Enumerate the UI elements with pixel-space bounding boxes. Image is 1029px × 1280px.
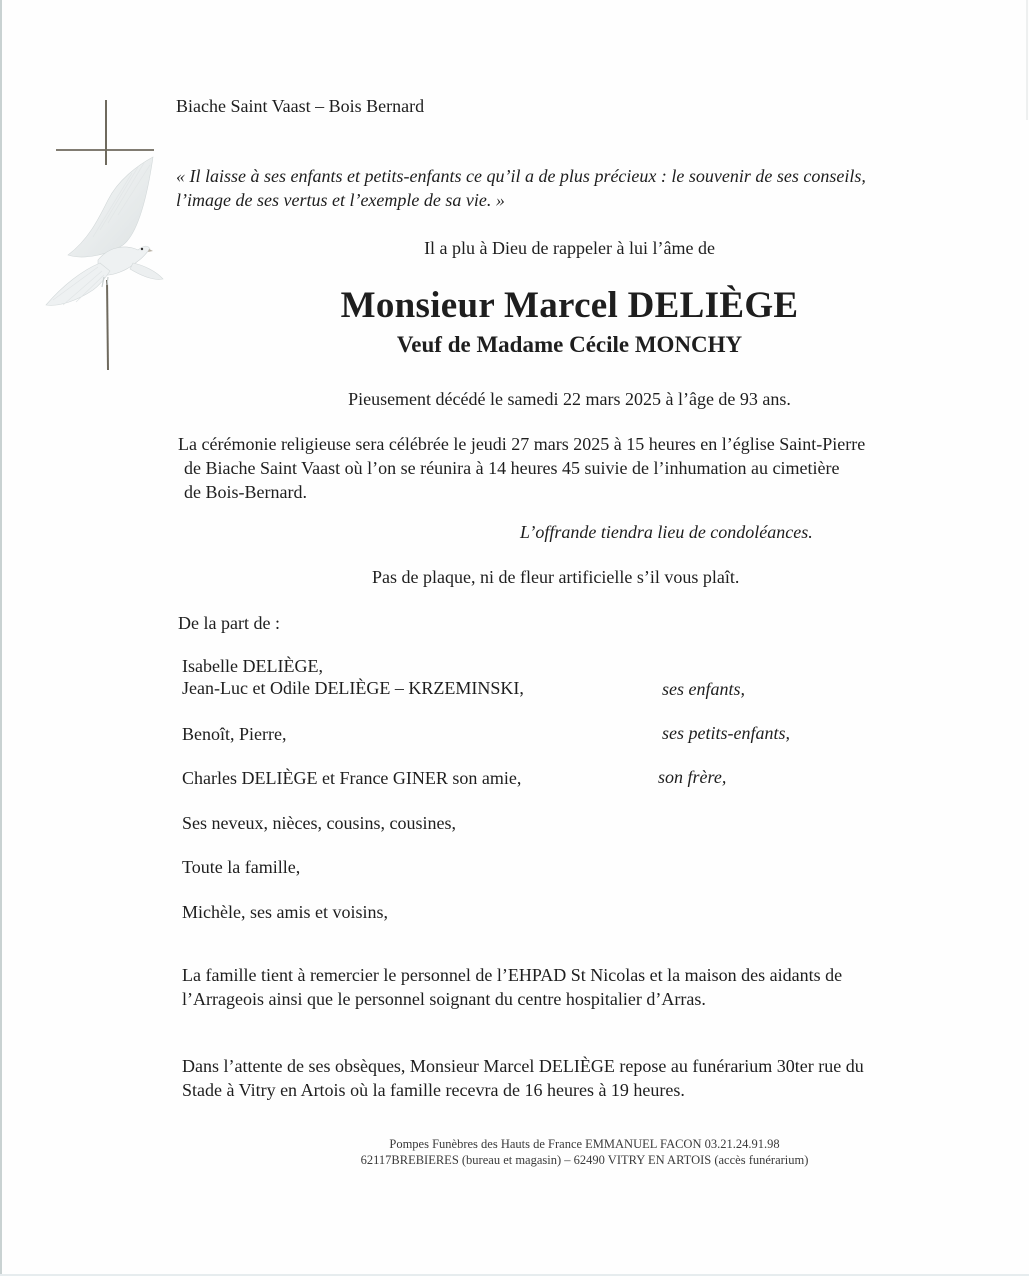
relative-role: ses enfants,: [662, 679, 745, 699]
quote: [176, 164, 936, 212]
thanks-line-2: l’Arrageois ainsi que le personnel soignant du centre hospitalier d’Arras.: [182, 989, 706, 1009]
relative-name: Toute la famille,: [182, 857, 301, 877]
deceased-name: Monsieur Marcel DELIÈGE: [340, 285, 799, 326]
relative-name: Charles DELIÈGE et France GINER son amie,: [182, 768, 522, 788]
quote-line-2: l’image de ses vertus et l’exemple de sa vie. »: [176, 190, 505, 210]
wake-note: [182, 1054, 864, 1102]
death-notice: Pieusement décédé le samedi 22 mars 2025 à l’âge de 93 ans.: [348, 389, 791, 409]
wake-line-2: Stade à Vitry en Artois où la famille recevra de 16 heures à 19 heures.: [182, 1080, 685, 1100]
intro-text: Il a plu à Dieu de rappeler à lui l’âme de: [424, 238, 715, 258]
footer-addresses: 62117BREBIERES (bureau et magasin) – 62490 VITRY EN ARTOIS (accès funérarium): [360, 1153, 809, 1167]
thanks-line-1: La famille tient à remercier le personnel de l’EHPAD St Nicolas et la maison des aidants de: [182, 965, 843, 985]
ceremony-line-3: de Bois-Bernard.: [184, 482, 307, 502]
header-place: Biache Saint Vaast – Bois Bernard: [176, 96, 425, 116]
thanks-note: [182, 963, 842, 1011]
quote-line-1: « Il laisse à ses enfants et petits-enfants ce qu’il a de plus précieux : le souvenir de ses conseils,: [176, 166, 866, 186]
scan-edge-right: [1026, 0, 1028, 120]
no-plaque-note: Pas de plaque, ni de fleur artificielle s’il vous plaît.: [372, 567, 740, 587]
relative-role: son frère,: [658, 767, 727, 787]
relative-name: Ses neveux, nièces, cousins, cousines,: [182, 813, 456, 833]
ceremony-details: [178, 432, 938, 504]
ceremony-line-1: La cérémonie religieuse sera célébrée le jeudi 27 mars 2025 à 15 heures en l’église Saint-Pierre: [178, 434, 866, 454]
offering-note: L’offrande tiendra lieu de condoléances.: [520, 522, 813, 542]
ceremony-line-2: de Biache Saint Vaast où l’on se réunira à 14 heures 45 suivie de l’inhumation au cimetière: [184, 458, 840, 478]
scan-edge-left: [0, 0, 2, 1275]
relative-name: Isabelle DELIÈGE,: [182, 656, 323, 676]
scan-edge-bottom: [0, 1274, 1029, 1276]
widower-of: Veuf de Madame Cécile MONCHY: [396, 332, 743, 357]
relative-name: Benoît, Pierre,: [182, 724, 287, 744]
from-label: De la part de :: [178, 613, 280, 633]
relative-name: Michèle, ses amis et voisins,: [182, 902, 388, 922]
footer-funeral-home: Pompes Funèbres des Hauts de France EMMANUEL FACON 03.21.24.91.98: [389, 1137, 780, 1151]
relative-role: ses petits-enfants,: [662, 723, 790, 743]
relative-name: Jean-Luc et Odile DELIÈGE – KRZEMINSKI,: [182, 678, 524, 698]
wake-line-1: Dans l’attente de ses obsèques, Monsieur Marcel DELIÈGE repose au funérarium 30ter rue du: [182, 1056, 864, 1076]
